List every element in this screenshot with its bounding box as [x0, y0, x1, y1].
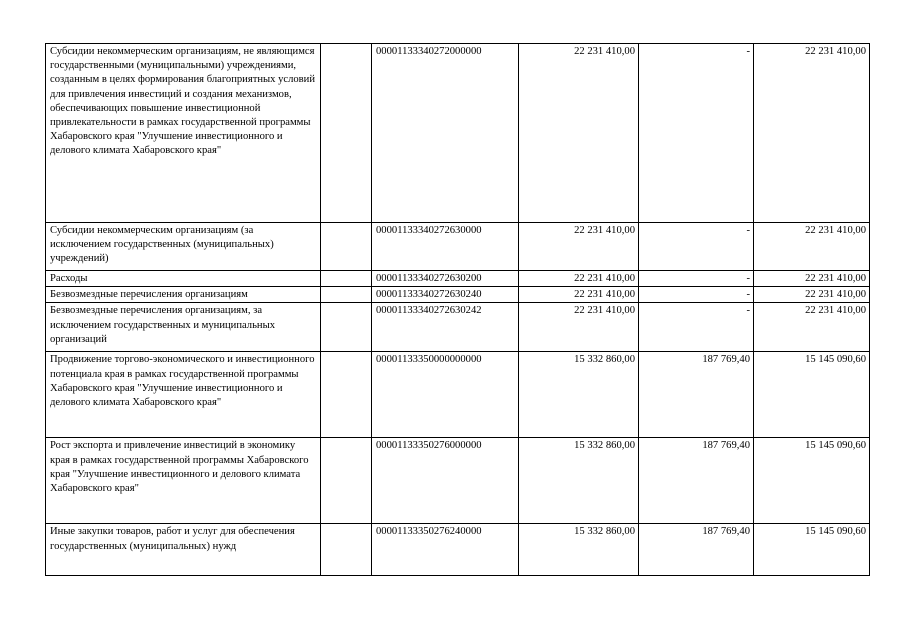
row-remainder: 15 145 090,60: [754, 438, 870, 524]
row-name: Субсидии некоммерческим организациям, не являющимся государственными (муниципальными) учреждениями, созданным в целях формирования благоприятных условий для привлечения инвестиций и создания механизмов, обеспечивающих повышение инвестиционной привлекательности в рамках государственной программы Хабаровского края "Улучшение инвестиционного и делового климата Хабаровского края": [46, 44, 321, 223]
expenditure-table: [45, 43, 870, 576]
row-plan: 15 332 860,00: [519, 438, 639, 524]
row-remainder: 22 231 410,00: [754, 44, 870, 223]
row-code: 00001133340272630242: [372, 303, 519, 352]
row-empty-cell: [321, 223, 372, 271]
row-remainder: 15 145 090,60: [754, 352, 870, 438]
row-remainder: 22 231 410,00: [754, 223, 870, 271]
row-executed: -: [639, 223, 754, 271]
table-row: [46, 44, 870, 223]
table-row: [46, 303, 870, 352]
row-executed: 187 769,40: [639, 352, 754, 438]
row-code: 00001133340272630000: [372, 223, 519, 271]
row-code: 00001133350276240000: [372, 524, 519, 576]
row-empty-cell: [321, 44, 372, 223]
row-code: 00001133340272630200: [372, 271, 519, 287]
row-plan: 15 332 860,00: [519, 524, 639, 576]
row-executed: -: [639, 271, 754, 287]
row-plan: 22 231 410,00: [519, 223, 639, 271]
row-name: Субсидии некоммерческим организациям (за исключением государственных (муниципальных) учреждений): [46, 223, 321, 271]
row-code: 00001133350000000000: [372, 352, 519, 438]
row-code: 00001133350276000000: [372, 438, 519, 524]
row-empty-cell: [321, 287, 372, 303]
row-name: Безвозмездные перечисления организациям: [46, 287, 321, 303]
row-name: Рост экспорта и привлечение инвестиций в экономику края в рамках государственной программы Хабаровского края "Улучшение инвестиционного и делового климата Хабаровского края": [46, 438, 321, 524]
row-code: 00001133340272630240: [372, 287, 519, 303]
row-remainder: 22 231 410,00: [754, 303, 870, 352]
row-plan: 15 332 860,00: [519, 352, 639, 438]
table-row: [46, 271, 870, 287]
row-name: Продвижение торгово-экономического и инвестиционного потенциала края в рамках государственной программы Хабаровского края "Улучшение инвестиционного и делового климата Хабаровского края": [46, 352, 321, 438]
table-row: [46, 438, 870, 524]
table-row: [46, 524, 870, 576]
row-code: 00001133340272000000: [372, 44, 519, 223]
row-empty-cell: [321, 352, 372, 438]
row-remainder: 22 231 410,00: [754, 271, 870, 287]
row-executed: -: [639, 303, 754, 352]
row-executed: -: [639, 44, 754, 223]
row-empty-cell: [321, 438, 372, 524]
row-empty-cell: [321, 303, 372, 352]
row-remainder: 15 145 090,60: [754, 524, 870, 576]
table-row: [46, 287, 870, 303]
row-remainder: 22 231 410,00: [754, 287, 870, 303]
row-executed: -: [639, 287, 754, 303]
row-name: Расходы: [46, 271, 321, 287]
row-name: Безвозмездные перечисления организациям, за исключением государственных и муниципальных организаций: [46, 303, 321, 352]
row-plan: 22 231 410,00: [519, 287, 639, 303]
row-empty-cell: [321, 271, 372, 287]
table-row: [46, 223, 870, 271]
row-plan: 22 231 410,00: [519, 44, 639, 223]
row-plan: 22 231 410,00: [519, 271, 639, 287]
row-executed: 187 769,40: [639, 524, 754, 576]
row-executed: 187 769,40: [639, 438, 754, 524]
row-empty-cell: [321, 524, 372, 576]
table-row: [46, 352, 870, 438]
row-plan: 22 231 410,00: [519, 303, 639, 352]
row-name: Иные закупки товаров, работ и услуг для обеспечения государственных (муниципальных) нужд: [46, 524, 321, 576]
